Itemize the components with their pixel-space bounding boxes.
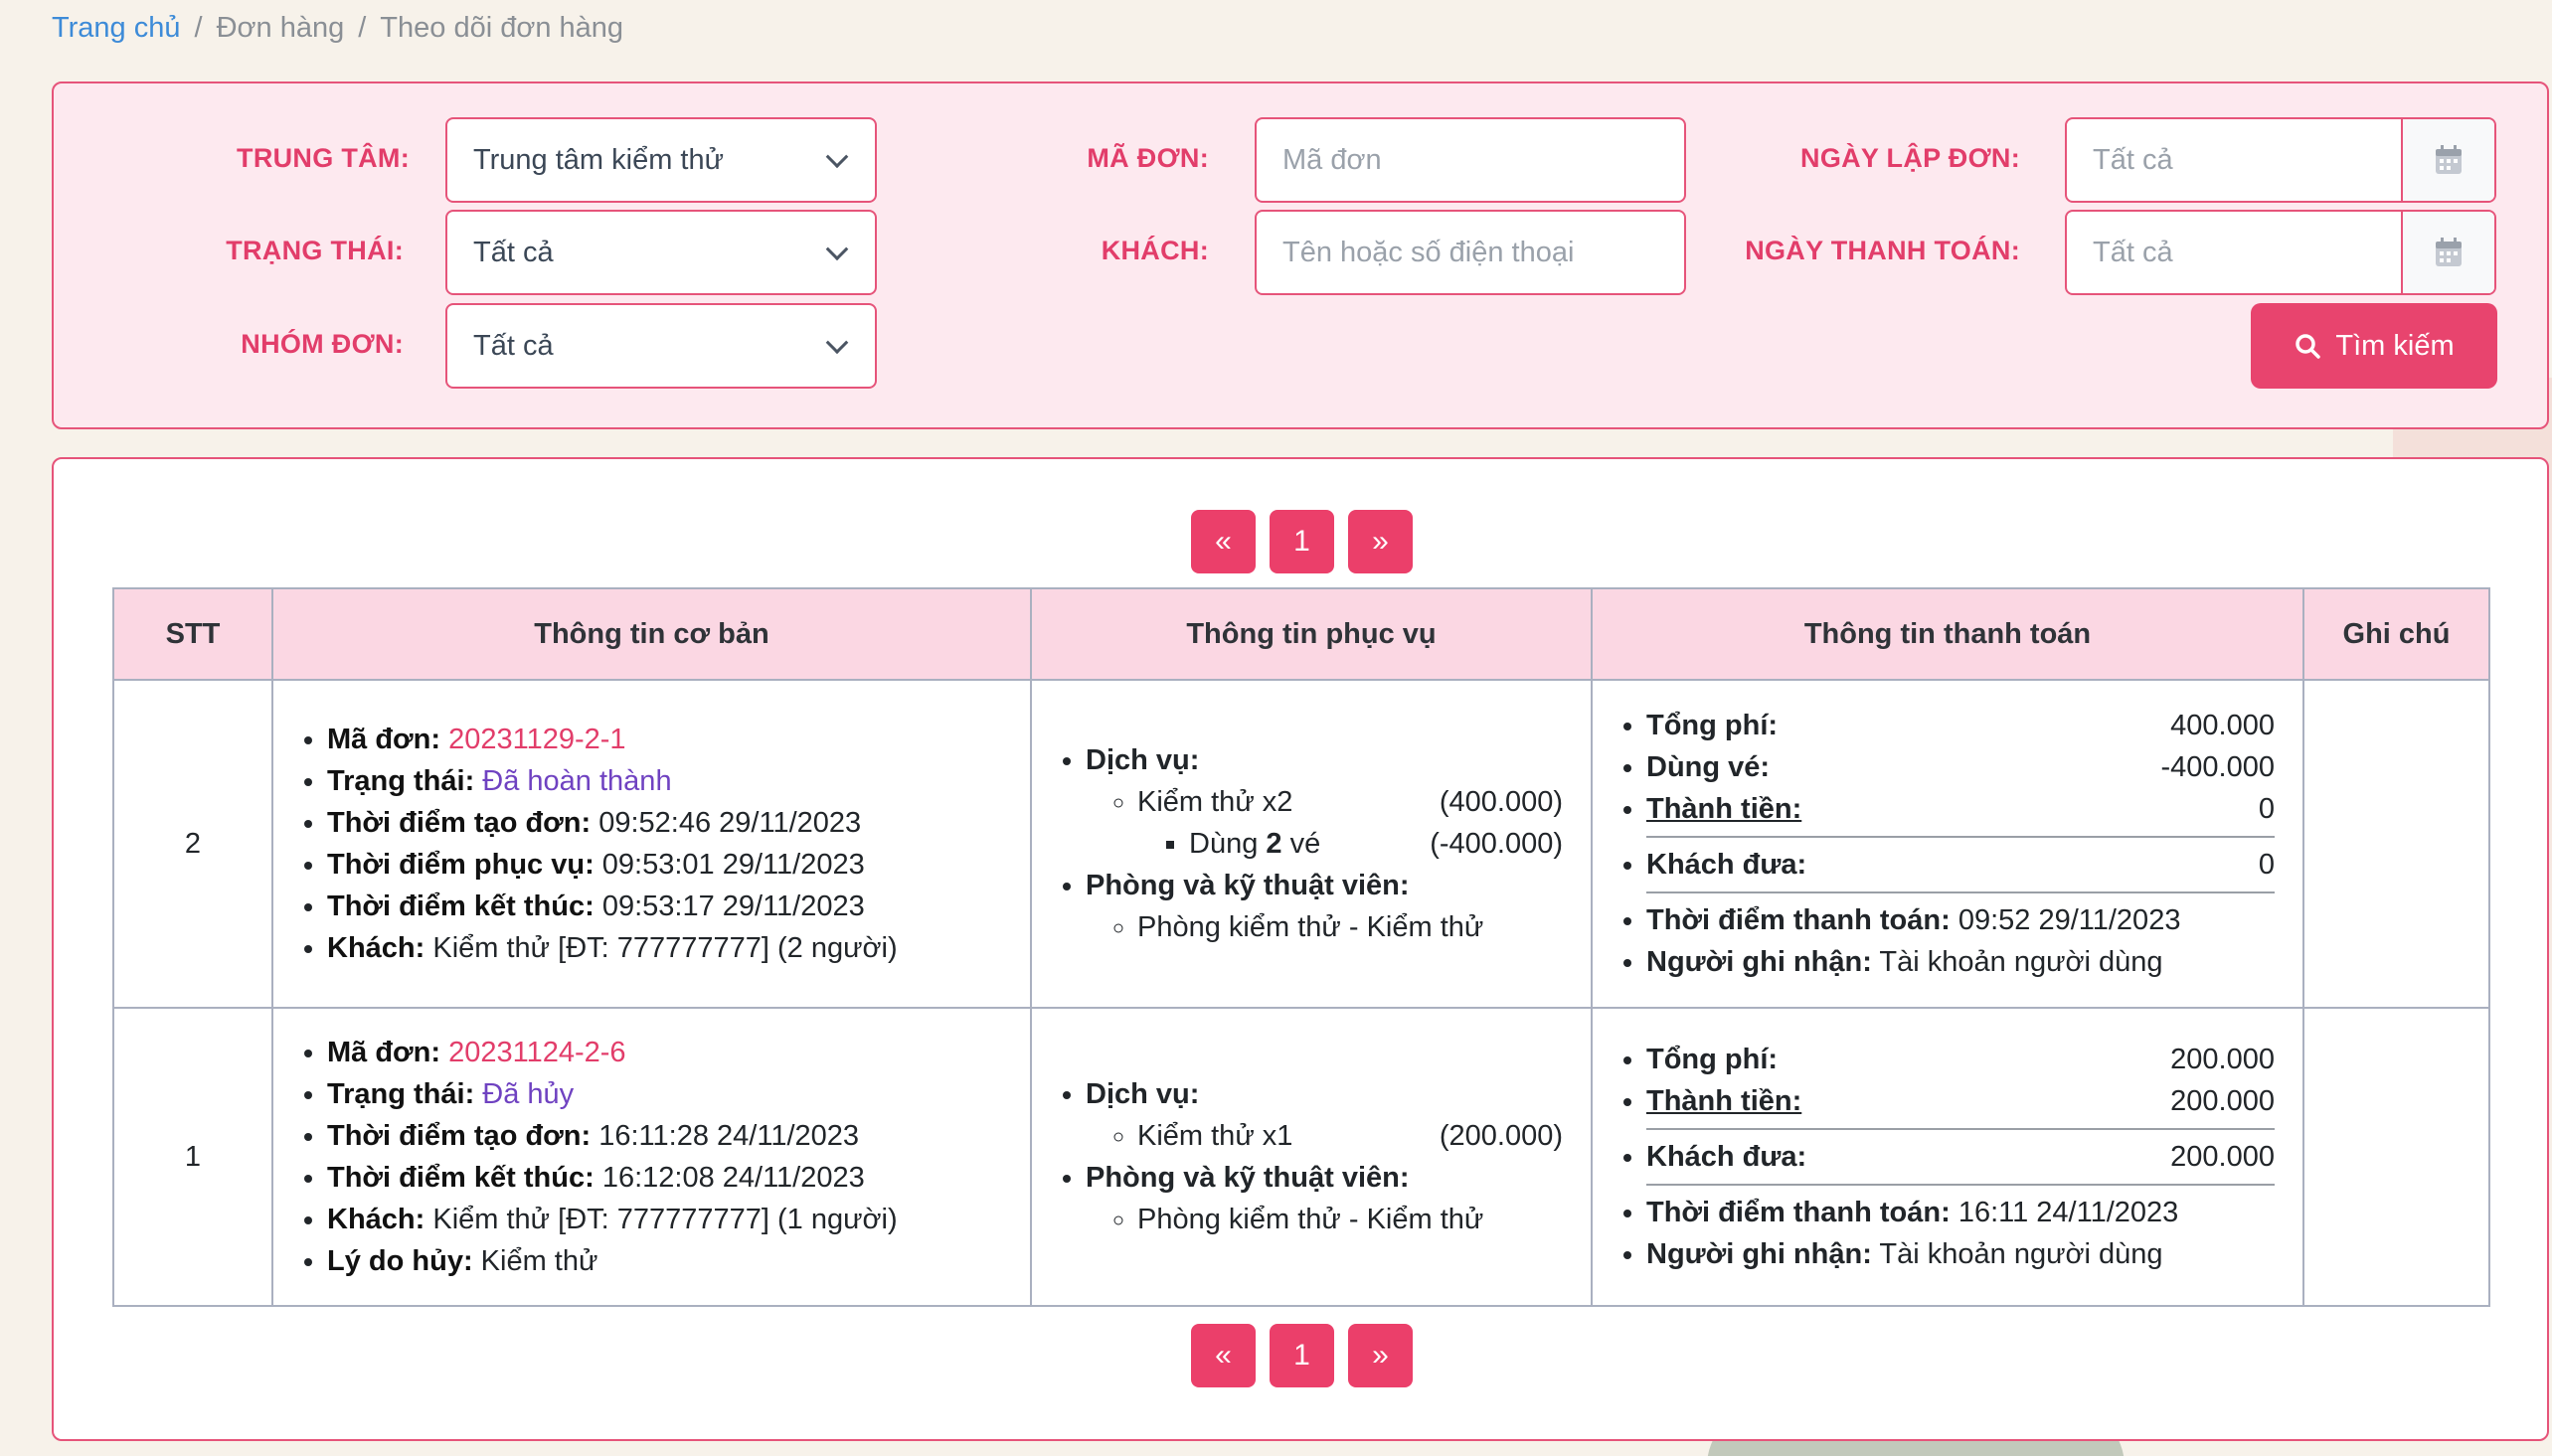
room-item: ◦ Phòng kiểm thử - Kiểm thử bbox=[1137, 906, 1563, 948]
table-row bbox=[113, 1008, 2489, 1306]
list-item bbox=[1646, 746, 2275, 788]
field-label: Người ghi nhận: bbox=[1646, 946, 1872, 978]
column-header-stt: STT bbox=[113, 588, 272, 680]
customer-input-placeholder: Tên hoặc số điện thoại bbox=[1282, 236, 1575, 268]
search-button[interactable] bbox=[2251, 303, 2497, 389]
divider bbox=[1646, 1184, 2275, 1186]
list-item bbox=[327, 844, 1030, 886]
service-item bbox=[1137, 1115, 1563, 1157]
chevron-down-icon bbox=[826, 238, 849, 260]
field-label: Dịch vụ: bbox=[1086, 1078, 1200, 1110]
center-label: TRUNG TÂM: bbox=[237, 143, 410, 173]
status-select[interactable] bbox=[445, 210, 877, 295]
group-select[interactable] bbox=[445, 303, 877, 389]
list-item bbox=[327, 1157, 1030, 1199]
row-payment-info bbox=[1592, 680, 2303, 1008]
divider bbox=[1646, 891, 2275, 893]
breadcrumb-orders[interactable]: Đơn hàng bbox=[216, 12, 345, 44]
list-item bbox=[327, 1240, 1030, 1282]
row-basic-info bbox=[272, 1008, 1031, 1306]
order-status: Đã hoàn thành bbox=[482, 765, 672, 797]
field-label: Mã đơn: bbox=[327, 724, 441, 755]
ticket-suffix: vé bbox=[1289, 828, 1321, 860]
orders-table bbox=[112, 587, 2490, 1307]
field-label: • Thành tiền: bbox=[1646, 1085, 1802, 1117]
field-label: • Khách đưa: bbox=[1646, 1141, 1807, 1173]
recorder: Tài khoản người dùng bbox=[1879, 946, 2163, 978]
code-input[interactable] bbox=[1255, 117, 1686, 203]
list-item bbox=[1086, 1073, 1563, 1157]
breadcrumb-separator: / bbox=[194, 12, 203, 44]
service-item bbox=[1137, 781, 1563, 865]
code-input-placeholder: Mã đơn bbox=[1282, 143, 1382, 176]
field-label: Khách: bbox=[327, 1204, 425, 1235]
group-select-value: Tất cả bbox=[473, 329, 554, 362]
customer-input[interactable] bbox=[1255, 210, 1686, 295]
list-item bbox=[1646, 899, 2275, 941]
breadcrumb bbox=[52, 12, 623, 45]
field-label: Thời điểm tạo đơn: bbox=[327, 807, 592, 839]
order-code[interactable]: 20231124-2-6 bbox=[448, 1037, 626, 1068]
ticket-amount: (-400.000) bbox=[1430, 828, 1563, 860]
pagination-prev[interactable]: « bbox=[1191, 1324, 1256, 1387]
order-code[interactable]: 20231129-2-1 bbox=[448, 724, 626, 755]
field-label: Người ghi nhận: bbox=[1646, 1238, 1872, 1270]
list-item bbox=[327, 760, 1030, 802]
amount-value: 200.000 bbox=[2170, 1085, 2275, 1117]
field-label: Thời điểm kết thúc: bbox=[327, 890, 595, 922]
list-item bbox=[1086, 1157, 1563, 1240]
field-label: Thời điểm phục vụ: bbox=[327, 849, 595, 881]
paid-date-placeholder: Tất cả bbox=[2093, 236, 2173, 268]
list-item bbox=[1646, 1039, 2275, 1080]
status-select-value: Tất cả bbox=[473, 236, 554, 268]
row-service-info bbox=[1031, 680, 1592, 1008]
order-status: Đã hủy bbox=[482, 1078, 575, 1110]
pagination-next[interactable]: » bbox=[1348, 1324, 1413, 1387]
row-basic-info bbox=[272, 680, 1031, 1008]
list-item bbox=[1646, 941, 2275, 983]
divider bbox=[1646, 836, 2275, 838]
field-label: Trạng thái: bbox=[327, 1078, 475, 1110]
search-icon bbox=[2294, 332, 2321, 360]
pagination-prev[interactable]: « bbox=[1191, 510, 1256, 573]
ticket-value: -400.000 bbox=[2160, 751, 2275, 783]
divider bbox=[1646, 1128, 2275, 1130]
given-value: 0 bbox=[2258, 849, 2275, 881]
customer-info: Kiểm thử [ĐT: 777777777] (1 người) bbox=[432, 1204, 898, 1235]
list-item bbox=[1646, 1233, 2275, 1275]
row-stt: 2 bbox=[113, 680, 272, 1008]
ticket-count: 2 bbox=[1266, 828, 1282, 860]
list-item bbox=[327, 1073, 1030, 1115]
center-select[interactable] bbox=[445, 117, 877, 203]
list-item bbox=[1646, 788, 2275, 838]
table-row bbox=[113, 680, 2489, 1008]
field-label: Thời điểm tạo đơn: bbox=[327, 1120, 592, 1152]
calendar-icon[interactable] bbox=[2401, 119, 2494, 201]
served-time: 09:53:01 29/11/2023 bbox=[601, 849, 865, 881]
table-header-row bbox=[113, 588, 2489, 680]
list-item bbox=[327, 719, 1030, 760]
field-label: Khách: bbox=[327, 932, 425, 964]
field-label: Trạng thái: bbox=[327, 765, 475, 797]
total-fee: 400.000 bbox=[2170, 710, 2275, 741]
field-label: • Thành tiền: bbox=[1646, 793, 1802, 825]
calendar-icon[interactable] bbox=[2401, 212, 2494, 293]
amount-value: 0 bbox=[2258, 793, 2275, 825]
field-label: Thời điểm thanh toán: bbox=[1646, 904, 1951, 936]
row-note bbox=[2303, 1008, 2489, 1306]
cancel-reason: Kiểm thử bbox=[480, 1245, 598, 1277]
pagination-bottom bbox=[1191, 1324, 1413, 1387]
breadcrumb-current: Theo dõi đơn hàng bbox=[380, 12, 624, 44]
customer-label: KHÁCH: bbox=[1101, 236, 1209, 265]
given-value: 200.000 bbox=[2170, 1141, 2275, 1173]
pagination-page-1[interactable]: 1 bbox=[1270, 510, 1334, 573]
column-header-payment: Thông tin thanh toán bbox=[1592, 588, 2303, 680]
row-stt: 1 bbox=[113, 1008, 272, 1306]
center-select-value: Trung tâm kiểm thử bbox=[473, 143, 725, 176]
chevron-down-icon bbox=[826, 145, 849, 168]
created-date-input[interactable] bbox=[2065, 117, 2496, 203]
list-item bbox=[327, 1199, 1030, 1240]
total-fee: 200.000 bbox=[2170, 1044, 2275, 1075]
breadcrumb-separator: / bbox=[358, 12, 367, 44]
field-label: Lý do hủy: bbox=[327, 1245, 473, 1277]
list-item bbox=[1646, 1192, 2275, 1233]
paid-date-input[interactable] bbox=[2065, 210, 2496, 295]
list-item bbox=[1646, 705, 2275, 746]
paid-time: 09:52 29/11/2023 bbox=[1957, 904, 2181, 936]
ticket-prefix: Dùng bbox=[1189, 828, 1259, 860]
list-item bbox=[1646, 1080, 2275, 1130]
pagination-top bbox=[1191, 510, 1413, 573]
column-header-service: Thông tin phục vụ bbox=[1031, 588, 1592, 680]
filter-panel bbox=[52, 81, 2549, 429]
pagination-next[interactable]: » bbox=[1348, 510, 1413, 573]
list-item bbox=[327, 1115, 1030, 1157]
field-label: • Tổng phí: bbox=[1646, 1044, 1779, 1075]
pagination-page-1[interactable]: 1 bbox=[1270, 1324, 1334, 1387]
list-item bbox=[327, 886, 1030, 927]
column-header-note: Ghi chú bbox=[2303, 588, 2489, 680]
column-header-basic: Thông tin cơ bản bbox=[272, 588, 1031, 680]
status-label: TRẠNG THÁI: bbox=[226, 236, 404, 265]
list-item bbox=[1646, 844, 2275, 893]
list-item bbox=[327, 1032, 1030, 1073]
row-note bbox=[2303, 680, 2489, 1008]
group-label: NHÓM ĐƠN: bbox=[241, 329, 404, 359]
list-item bbox=[1086, 865, 1563, 948]
room-item: ◦ Phòng kiểm thử - Kiểm thử bbox=[1137, 1199, 1563, 1240]
ticket-item bbox=[1189, 823, 1563, 865]
field-label: Dịch vụ: bbox=[1086, 744, 1200, 776]
list-item bbox=[1086, 739, 1563, 865]
chevron-down-icon bbox=[826, 331, 849, 354]
paid-time: 16:11 24/11/2023 bbox=[1957, 1197, 2179, 1228]
service-name: ◦ Kiểm thử x1 bbox=[1137, 1120, 1293, 1152]
field-label: Phòng và kỹ thuật viên: bbox=[1086, 870, 1410, 901]
field-label: • Tổng phí: bbox=[1646, 710, 1779, 741]
created-time: 09:52:46 29/11/2023 bbox=[598, 807, 862, 839]
paid-date-label: NGÀY THANH TOÁN: bbox=[1745, 236, 2020, 265]
service-name: ◦ Kiểm thử x2 bbox=[1137, 786, 1293, 818]
field-label: • Dùng vé: bbox=[1646, 751, 1771, 783]
search-button-label: Tìm kiếm bbox=[2335, 329, 2455, 362]
ended-time: 09:53:17 29/11/2023 bbox=[601, 890, 865, 922]
list-item bbox=[327, 927, 1030, 969]
recorder: Tài khoản người dùng bbox=[1879, 1238, 2163, 1270]
row-service-info bbox=[1031, 1008, 1592, 1306]
customer-info: Kiểm thử [ĐT: 777777777] (2 người) bbox=[432, 932, 898, 964]
ended-time: 16:12:08 24/11/2023 bbox=[601, 1162, 865, 1194]
service-amount: (400.000) bbox=[1439, 786, 1563, 818]
code-label: MÃ ĐƠN: bbox=[1087, 143, 1209, 173]
service-amount: (200.000) bbox=[1439, 1120, 1563, 1152]
created-date-placeholder: Tất cả bbox=[2093, 143, 2173, 176]
list-item bbox=[327, 802, 1030, 844]
field-label: Thời điểm thanh toán: bbox=[1646, 1197, 1951, 1228]
created-date-label: NGÀY LẬP ĐƠN: bbox=[1800, 143, 2020, 173]
field-label: Mã đơn: bbox=[327, 1037, 441, 1068]
field-label: Thời điểm kết thúc: bbox=[327, 1162, 595, 1194]
breadcrumb-home[interactable]: Trang chủ bbox=[52, 12, 181, 44]
field-label: • Khách đưa: bbox=[1646, 849, 1807, 881]
field-label: Phòng và kỹ thuật viên: bbox=[1086, 1162, 1410, 1194]
created-time: 16:11:28 24/11/2023 bbox=[598, 1120, 860, 1152]
row-payment-info bbox=[1592, 1008, 2303, 1306]
list-item bbox=[1646, 1136, 2275, 1186]
